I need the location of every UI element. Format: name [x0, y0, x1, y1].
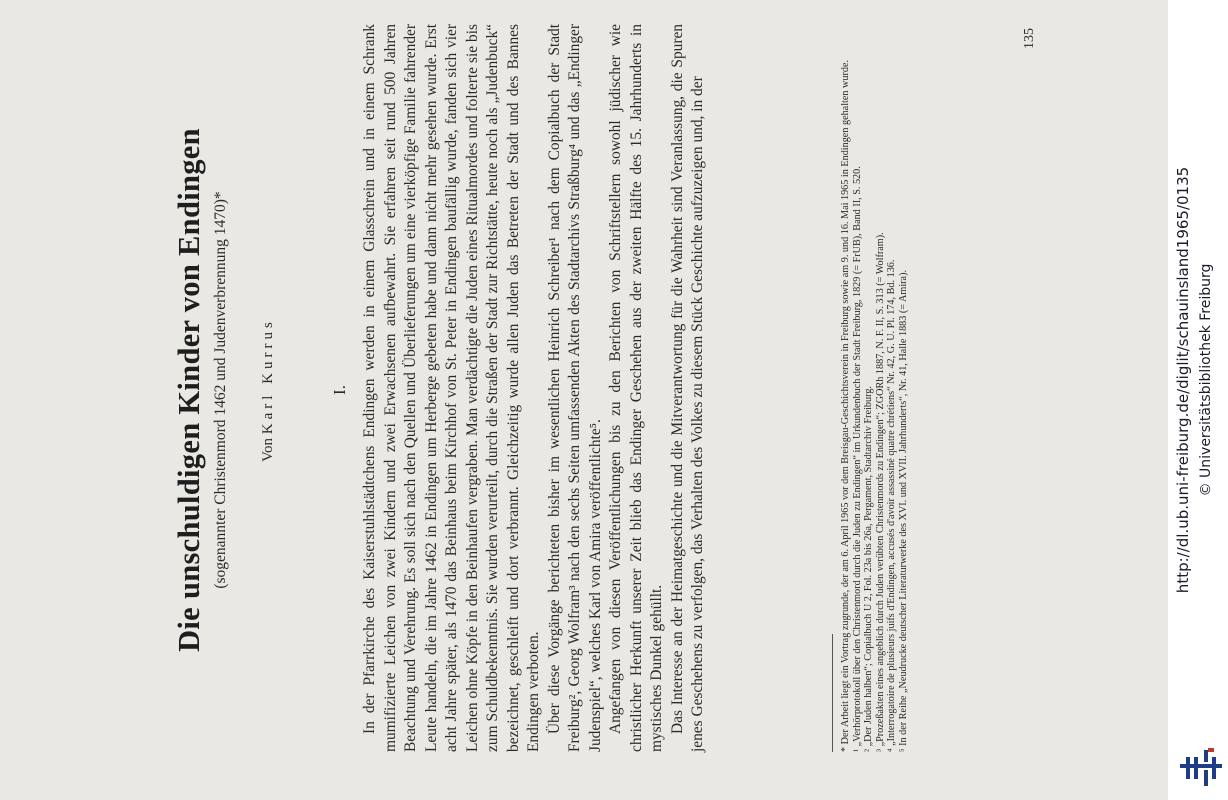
author-name: Karl Kurrus — [260, 318, 276, 435]
copyright-notice: © Universitätsbibliothek Freiburg — [1198, 263, 1214, 497]
watermark-text-frame — [1168, 0, 1228, 760]
footnote: ⁴ „Interrogatoire de plusieurs juifs d'Endingen, accusés d'avoir assassiné quatre chrétiens“ Nr. 42, G. U. Pl. 174, Bd. 136. — [886, 259, 898, 752]
source-url-link[interactable]: http://dl.ub.uni-freiburg.de/diglit/schauinsland1965/0135 — [1174, 166, 1192, 594]
footnote: ³ „Prozeßakten eines angeblich durch Juden verübten Christenmords zu Endingen“; ZGORh 1887, N. F. II, S. 313 (= Wolfram). — [874, 232, 886, 752]
article-subtitle: (sogenannter Christenmord 1462 und Judenverbrennung 1470)* — [212, 191, 229, 589]
footnote: ⁵ In der Reihe „Neudrucke deutscher Literaturwerke des XVI. und XVII. Jahrhunderts“, Nr. 41, Halle 1883 (= Amira). — [897, 269, 909, 752]
author-line — [260, 70, 277, 710]
body-paragraph: In der Pfarrkirche des Kaiserstuhlstädtchens Endingen werden in einem Glasschrein und in einem Schrank mumifizierte Leichen von zwei Kindern und zwei Erwachsenen aufbewahrt. Sie erfahren seit rund 500 Jahren Beachtung und Verehrung. Es soll sich nach den Quellen und Überlieferungen um eine vierköpfige Familie fahrender Leute handeln, die im Jahre 1462 in Endingen um Herberge gebeten habe und dann nicht mehr gesehen wurde. Erst acht Jahre später, als 1470 das Beinhaus beim Kirchhof von St. Peter in Endingen baufällig wurde, fanden sich vier Leichen ohne Köpfe in den Beinhaufen vergraben. Man verdächtigte die Juden eines Ritualmordes und folterte sie bis zum Schuldbekenntnis. Sie wurden verurteilt, durch die Straßen der Stadt zur Richtstätte, heute noch als „Judenbuck“ bezeichnet, geschleift und dort verbrannt. Gleichzeitig wurde allen Juden das Betreten der Stadt und des Bannes Endingen verboten. — [361, 24, 542, 752]
ub-freiburg-logo-icon — [1178, 748, 1224, 788]
body-paragraph: Das Interesse an der Heimatgeschichte und die Mitverantwortung für die Wahrheit sind Veranlassung, die Spuren jenes Geschehens zu verfolgen, das Verhalten des Volkes zu diesem Stück Geschichte aufzuzeigen und, in der — [668, 24, 706, 752]
author-prefix: Von — [260, 437, 276, 462]
footnotes — [840, 24, 910, 752]
watermark-sidebar — [1168, 0, 1228, 800]
footnote: * Der Arbeit liegt ein Vortrag zugrunde, der am 6. April 1965 vor dem Breisgau-Geschichtsverein in Freiburg sowie am 9. und 16. Mai 1965 in Endingen gehalten wurde. — [840, 59, 851, 752]
section-number: I. — [330, 385, 349, 395]
article-title: Die unschuldigen Kinder von Endingen — [172, 128, 206, 652]
footnote-divider — [832, 634, 833, 752]
article-body — [360, 24, 709, 752]
body-paragraph: Angefangen von diesen Veröffentlichungen bis zu den Berichten von Schriftstellern sowohl jüdischer wie christlicher Herkunft unserer Zeit blieb das Endinger Geschehen aus der zweiten Hälfte des 15. Jahrhunderts in mystisches Dunkel gehüllt. — [607, 24, 665, 752]
body-paragraph: Über diese Vorgänge berichteten bisher im wesentlichen Heinrich Schreiber¹ nach dem Copialbuch der Stadt Freiburg², Georg Wolfram³ nach den sechs Seiten umfassenden Akten des Stadtarchivs Straßburg⁴ und das „Endinger Judenspiel“, welches Karl von Amira veröffentlichte⁵. — [545, 24, 604, 752]
footnote: ² „Der Juden halben“; Copialbuch U 2, Fol. 23a bis 26a, Pergament, Stadtarchiv Freiburg. — [863, 386, 875, 752]
page-number: 135 — [1022, 28, 1037, 49]
footnote: ¹ „Verhörprotokoll über den Christenmord durch die Juden zu Endingen“ im Urkundenbuch der Stadt Freiburg, 1829 (= FrUB), Band II, S. 520. — [851, 166, 863, 752]
